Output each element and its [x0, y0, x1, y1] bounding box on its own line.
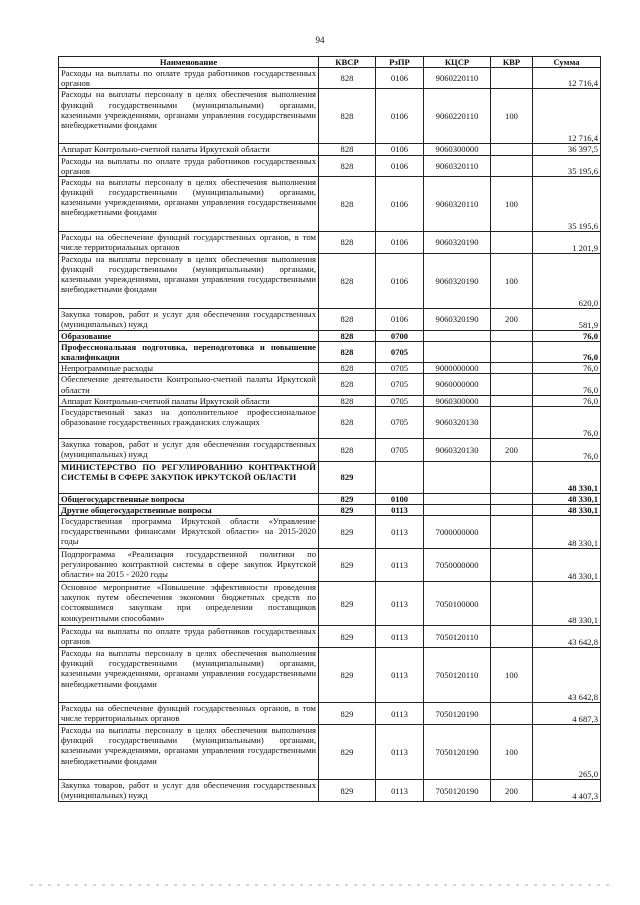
page-number: 94	[315, 35, 325, 45]
row-kcsr-cell: 9000000000	[424, 363, 491, 374]
row-kvr-cell: 100	[491, 176, 533, 231]
row-kcsr-cell	[424, 504, 491, 515]
row-rzpr-cell: 0113	[376, 648, 424, 703]
row-sum-cell: 581,9	[533, 308, 601, 330]
row-rzpr-cell: 0106	[376, 308, 424, 330]
row-kcsr-cell	[424, 461, 491, 493]
row-kcsr-cell: 9060000000	[424, 374, 491, 395]
row-rzpr-cell	[376, 461, 424, 493]
row-sum-cell: 76,0	[533, 438, 601, 461]
row-kcsr-cell: 9060320110	[424, 176, 491, 231]
table-row	[59, 363, 601, 374]
row-sum-cell: 48 330,1	[533, 549, 601, 582]
row-kvr-cell	[491, 231, 533, 253]
row-kcsr-cell: 9060300000	[424, 395, 491, 406]
row-kvr-cell	[491, 626, 533, 648]
row-kvr-cell: 200	[491, 780, 533, 802]
row-sum-cell: 48 330,1	[533, 504, 601, 515]
row-rzpr-cell: 0705	[376, 406, 424, 438]
row-kcsr-cell: 9060320190	[424, 231, 491, 253]
row-kcsr-cell	[424, 341, 491, 362]
header-sum: Сумма	[533, 57, 601, 68]
table-row	[59, 155, 601, 176]
table-row	[59, 504, 601, 515]
row-sum-cell: 4 687,3	[533, 703, 601, 725]
table-row	[59, 648, 601, 703]
row-kcsr-cell: 7050120190	[424, 703, 491, 725]
row-sum-cell: 35 195,6	[533, 176, 601, 231]
row-rzpr-cell: 0106	[376, 68, 424, 89]
row-rzpr-cell: 0113	[376, 703, 424, 725]
table-row	[59, 582, 601, 626]
row-name-cell: Расходы на выплаты персоналу в целях обеспечения выполнения функций государственными (муниципальными) органами, казенными учреждениями, органами управления государственными внебюджетными фондами	[59, 176, 319, 231]
row-rzpr-cell: 0106	[376, 89, 424, 144]
row-name-cell: Государственный заказ на дополнительное профессиональное образование государственных гражданских служащих	[59, 406, 319, 438]
table-row	[59, 341, 601, 362]
row-kvsr-cell: 829	[319, 504, 376, 515]
row-sum-cell: 12 716,4	[533, 89, 601, 144]
row-sum-cell: 4 407,3	[533, 780, 601, 802]
row-kvsr-cell: 829	[319, 648, 376, 703]
row-kvr-cell	[491, 155, 533, 176]
table-row	[59, 89, 601, 144]
row-kvr-cell: 100	[491, 648, 533, 703]
table-row	[59, 549, 601, 582]
row-kvsr-cell: 829	[319, 626, 376, 648]
row-sum-cell: 76,0	[533, 406, 601, 438]
table-row	[59, 703, 601, 725]
row-name-cell: Аппарат Контрольно-счетной палаты Иркутской области	[59, 144, 319, 155]
row-kcsr-cell: 9060320190	[424, 253, 491, 308]
row-kvsr-cell: 828	[319, 155, 376, 176]
row-rzpr-cell: 0106	[376, 253, 424, 308]
row-kvsr-cell: 828	[319, 176, 376, 231]
row-rzpr-cell: 0113	[376, 549, 424, 582]
row-sum-cell: 36 397,5	[533, 144, 601, 155]
row-name-cell: Образование	[59, 330, 319, 341]
row-kvsr-cell: 828	[319, 374, 376, 395]
row-rzpr-cell: 0106	[376, 144, 424, 155]
row-sum-cell: 76,0	[533, 363, 601, 374]
row-rzpr-cell: 0705	[376, 438, 424, 461]
row-name-cell: Расходы на выплаты персоналу в целях обеспечения выполнения функций государственными (муниципальными) органами, казенными учреждениями, органами управления государственными внебюджетными фондами	[59, 648, 319, 703]
header-name: Наименование	[59, 57, 319, 68]
table-header-row	[59, 57, 601, 68]
row-kvsr-cell: 828	[319, 231, 376, 253]
row-rzpr-cell: 0113	[376, 582, 424, 626]
row-sum-cell: 48 330,1	[533, 493, 601, 504]
row-rzpr-cell: 0113	[376, 780, 424, 802]
row-kvr-cell: 100	[491, 89, 533, 144]
table-row	[59, 725, 601, 780]
row-kcsr-cell: 7000000000	[424, 516, 491, 549]
table-row	[59, 461, 601, 493]
table-row	[59, 406, 601, 438]
row-sum-cell: 76,0	[533, 395, 601, 406]
row-name-cell: Расходы на выплаты по оплате труда работников государственных органов	[59, 626, 319, 648]
row-kvsr-cell: 828	[319, 406, 376, 438]
table-body	[59, 68, 601, 802]
table-row	[59, 516, 601, 549]
row-kcsr-cell: 7050120110	[424, 648, 491, 703]
header-kcsr: КЦСР	[424, 57, 491, 68]
row-kvr-cell	[491, 461, 533, 493]
row-sum-cell: 35 195,6	[533, 155, 601, 176]
row-kvr-cell	[491, 374, 533, 395]
row-kcsr-cell: 9060220110	[424, 68, 491, 89]
row-kcsr-cell: 7050120190	[424, 780, 491, 802]
header-kvsr: КВСР	[319, 57, 376, 68]
row-name-cell: МИНИСТЕРСТВО ПО РЕГУЛИРОВАНИЮ КОНТРАКТНОЙ СИСТЕМЫ В СФЕРЕ ЗАКУПОК ИРКУТСКОЙ ОБЛАСТИ	[59, 461, 319, 493]
row-kvsr-cell: 828	[319, 308, 376, 330]
row-kvr-cell: 200	[491, 308, 533, 330]
table-row	[59, 395, 601, 406]
row-sum-cell: 76,0	[533, 341, 601, 362]
row-kvsr-cell: 828	[319, 363, 376, 374]
row-kvr-cell: 100	[491, 253, 533, 308]
table-row	[59, 493, 601, 504]
row-rzpr-cell: 0106	[376, 176, 424, 231]
row-kvsr-cell: 829	[319, 516, 376, 549]
row-kcsr-cell: 9060220110	[424, 89, 491, 144]
row-kcsr-cell: 9060320190	[424, 308, 491, 330]
row-kvr-cell	[491, 395, 533, 406]
row-name-cell: Другие общегосударственные вопросы	[59, 504, 319, 515]
row-kcsr-cell: 7050120110	[424, 626, 491, 648]
row-kvsr-cell: 828	[319, 341, 376, 362]
row-name-cell: Расходы на обеспечение функций государственных органов, в том числе территориальных органов	[59, 703, 319, 725]
row-kvsr-cell: 829	[319, 780, 376, 802]
row-kcsr-cell	[424, 493, 491, 504]
row-kvsr-cell: 829	[319, 549, 376, 582]
row-rzpr-cell: 0113	[376, 725, 424, 780]
row-name-cell: Аппарат Контрольно-счетной палаты Иркутской области	[59, 395, 319, 406]
row-kvr-cell: 100	[491, 725, 533, 780]
table-row	[59, 231, 601, 253]
table-row	[59, 438, 601, 461]
row-sum-cell: 48 330,1	[533, 516, 601, 549]
row-sum-cell: 12 716,4	[533, 68, 601, 89]
row-name-cell: Закупка товаров, работ и услуг для обеспечения государственных (муниципальных) нужд	[59, 780, 319, 802]
row-kvr-cell	[491, 406, 533, 438]
row-kvsr-cell: 828	[319, 68, 376, 89]
row-kcsr-cell: 9060300000	[424, 144, 491, 155]
row-name-cell: Расходы на выплаты персоналу в целях обеспечения выполнения функций государственными (муниципальными) органами, казенными учреждениями, органами управления государственными внебюджетными фондами	[59, 89, 319, 144]
row-kvsr-cell: 828	[319, 395, 376, 406]
table-row	[59, 626, 601, 648]
row-kvr-cell	[491, 144, 533, 155]
row-name-cell: Профессиональная подготовка, переподготовка и повышение квалификации	[59, 341, 319, 362]
row-name-cell: Расходы на выплаты по оплате труда работников государственных органов	[59, 68, 319, 89]
row-rzpr-cell: 0106	[376, 155, 424, 176]
row-name-cell: Государственная программа Иркутской области «Управление государственными финансами Иркутской области» на 2015-2020 годы	[59, 516, 319, 549]
row-name-cell: Обеспечение деятельности Контрольно-счетной палаты Иркутской области	[59, 374, 319, 395]
row-kvsr-cell: 829	[319, 493, 376, 504]
table-row	[59, 68, 601, 89]
row-kvsr-cell: 829	[319, 725, 376, 780]
row-rzpr-cell: 0705	[376, 395, 424, 406]
row-kvr-cell	[491, 582, 533, 626]
row-sum-cell: 76,0	[533, 330, 601, 341]
table-row	[59, 330, 601, 341]
row-sum-cell: 43 642,8	[533, 626, 601, 648]
table-row	[59, 176, 601, 231]
row-name-cell: Общегосударственные вопросы	[59, 493, 319, 504]
header-rzpr: РзПР	[376, 57, 424, 68]
row-kvsr-cell: 829	[319, 582, 376, 626]
row-name-cell: Расходы на обеспечение функций государственных органов, в том числе территориальных органов	[59, 231, 319, 253]
row-kvr-cell	[491, 504, 533, 515]
row-rzpr-cell: 0705	[376, 341, 424, 362]
row-rzpr-cell: 0705	[376, 374, 424, 395]
row-rzpr-cell: 0700	[376, 330, 424, 341]
row-kvsr-cell: 829	[319, 461, 376, 493]
row-kvr-cell	[491, 363, 533, 374]
row-sum-cell: 48 330,1	[533, 582, 601, 626]
row-kcsr-cell: 7050120190	[424, 725, 491, 780]
row-kvsr-cell: 828	[319, 330, 376, 341]
table-row	[59, 374, 601, 395]
row-kvr-cell: 200	[491, 438, 533, 461]
row-sum-cell: 620,0	[533, 253, 601, 308]
table-row	[59, 308, 601, 330]
row-rzpr-cell: 0113	[376, 626, 424, 648]
row-kcsr-cell	[424, 330, 491, 341]
row-rzpr-cell: 0113	[376, 504, 424, 515]
row-sum-cell: 1 201,9	[533, 231, 601, 253]
row-kvsr-cell: 828	[319, 438, 376, 461]
row-kcsr-cell: 7050100000	[424, 582, 491, 626]
table-row	[59, 780, 601, 802]
row-sum-cell: 265,0	[533, 725, 601, 780]
row-kvr-cell	[491, 341, 533, 362]
row-kcsr-cell: 9060320110	[424, 155, 491, 176]
row-kvr-cell	[491, 330, 533, 341]
row-rzpr-cell: 0705	[376, 363, 424, 374]
row-name-cell: Закупка товаров, работ и услуг для обеспечения государственных (муниципальных) нужд	[59, 438, 319, 461]
row-kvsr-cell: 828	[319, 144, 376, 155]
row-kvsr-cell: 828	[319, 253, 376, 308]
budget-table	[58, 56, 601, 802]
row-name-cell: Расходы на выплаты персоналу в целях обеспечения выполнения функций государственными (муниципальными) органами, казенными учреждениями, органами управления государственными внебюджетными фондами	[59, 725, 319, 780]
row-kvr-cell	[491, 549, 533, 582]
row-rzpr-cell: 0100	[376, 493, 424, 504]
row-sum-cell: 76,0	[533, 374, 601, 395]
row-kcsr-cell: 9060320130	[424, 406, 491, 438]
table-row	[59, 253, 601, 308]
row-rzpr-cell: 0106	[376, 231, 424, 253]
row-kvsr-cell: 829	[319, 703, 376, 725]
row-kvr-cell	[491, 68, 533, 89]
row-name-cell: Непрограммные расходы	[59, 363, 319, 374]
row-kcsr-cell: 7050000000	[424, 549, 491, 582]
row-name-cell: Расходы на выплаты персоналу в целях обеспечения выполнения функций государственными (муниципальными) органами, казенными учреждениями, органами управления государственными внебюджетными фондами	[59, 253, 319, 308]
row-name-cell: Основное мероприятие «Повышение эффективности проведения закупок путем обеспечения экономии бюджетных средств по состоявшимся закупкам при определении поставщиков конкурентными способами»	[59, 582, 319, 626]
row-kvr-cell	[491, 703, 533, 725]
row-kvr-cell	[491, 516, 533, 549]
table-row	[59, 144, 601, 155]
row-kcsr-cell: 9060320130	[424, 438, 491, 461]
row-name-cell: Подпрограмма «Реализация государственной политики по регулированию контрактной системы в сфере закупок Иркутской области» на 2015 - 2020 годы	[59, 549, 319, 582]
scan-artifact	[30, 884, 610, 886]
row-name-cell: Расходы на выплаты по оплате труда работников государственных органов	[59, 155, 319, 176]
row-sum-cell: 48 330,1	[533, 461, 601, 493]
row-kvr-cell	[491, 493, 533, 504]
row-sum-cell: 43 642,8	[533, 648, 601, 703]
row-name-cell: Закупка товаров, работ и услуг для обеспечения государственных (муниципальных) нужд	[59, 308, 319, 330]
header-kvr: КВР	[491, 57, 533, 68]
row-rzpr-cell: 0113	[376, 516, 424, 549]
row-kvsr-cell: 828	[319, 89, 376, 144]
